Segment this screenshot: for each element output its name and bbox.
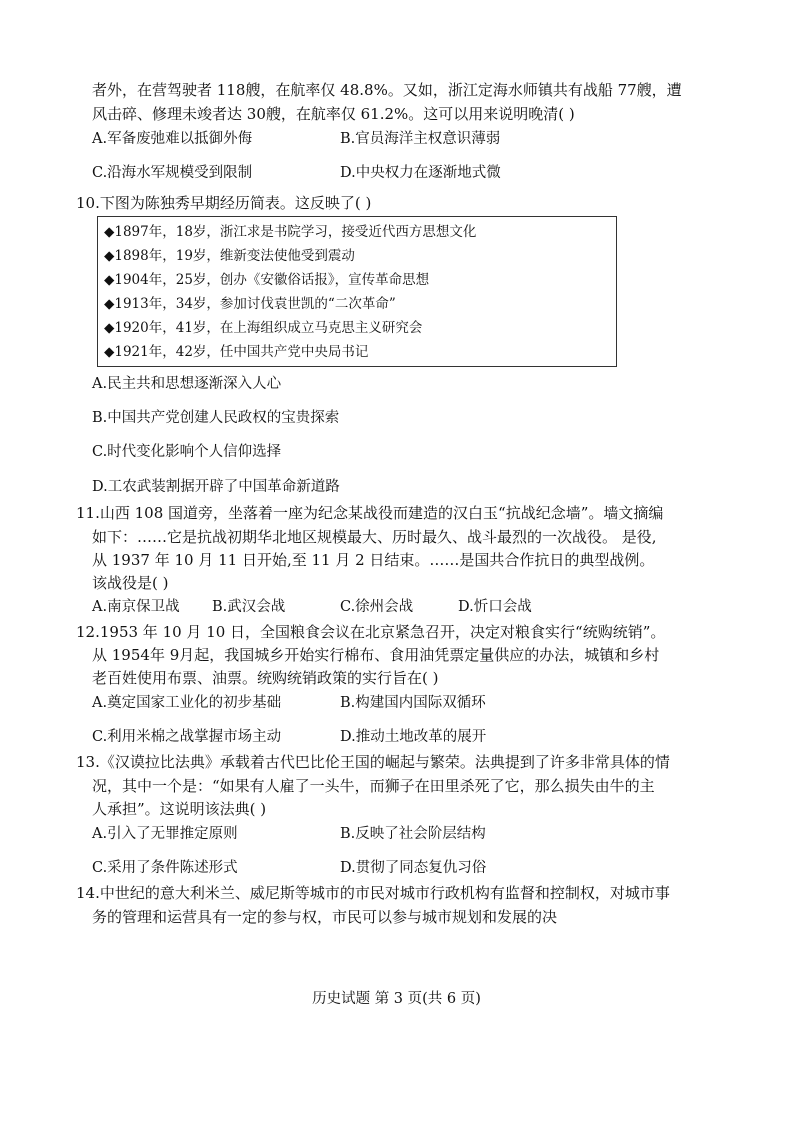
q10-timeline-box [97, 216, 617, 367]
q10-option-a: A.民主共和思想逐渐深入人心 [92, 376, 282, 392]
q10-option-c: C.时代变化影响个人信仰选择 [92, 444, 282, 460]
q11-stem-line2: 如下：……它是抗战初期华北地区规模最大、历时最久、战斗最烈的一次战役。 是役, [92, 528, 657, 546]
q11-option-d: D.忻口会战 [458, 599, 532, 615]
q12-option-d: D.推动土地改革的展开 [340, 729, 487, 745]
page-footer: 历史试题 第 3 页(共 6 页) [312, 991, 481, 1007]
q12-stem-line3: 老百姓使用布票、油票。统购统销政策的实行旨在( ) [92, 669, 439, 687]
q11-option-a: A.南京保卫战 [92, 599, 180, 615]
q10-option-b: B.中国共产党创建人民政权的宝贵探索 [92, 410, 340, 426]
q12-stem-line1: 12.1953 年 10 月 10 日，全国粮食会议在北京紧急召开，决定对粮食实行“统购统销”。 [76, 623, 666, 641]
q9-option-a: A.军备废弛难以抵御外侮 [92, 131, 253, 147]
q14-stem-line1: 14.中世纪的意大利米兰、威尼斯等城市的市民对城市行政机构有监督和控制权，对城市事 [76, 884, 670, 902]
q9-stem-line2: 风击碎、修理未竣者达 30艘，在航率仅 61.2%。这可以用来说明晚清( ) [92, 105, 575, 123]
timeline-item: ◆1904年，25岁，创办《安徽俗话报》，宣传革命思想 [104, 272, 430, 288]
timeline-item: ◆1921年，42岁，任中国共产党中央局书记 [104, 344, 369, 360]
q12-option-a: A.奠定国家工业化的初步基础 [92, 695, 282, 711]
timeline-item: ◆1913年，34岁，参加讨伐袁世凯的“二次革命” [104, 296, 396, 312]
q10-stem: 10.下图为陈独秀早期经历简表。这反映了( ) [76, 194, 372, 212]
q10-option-d: D.工农武装割据开辟了中国革命新道路 [92, 479, 340, 495]
q11-stem-line4: 该战役是( ) [92, 574, 169, 592]
q13-option-a: A.引入了无罪推定原则 [92, 826, 238, 842]
q12-option-c: C.利用米棉之战掌握市场主动 [92, 729, 282, 745]
q12-stem-line2: 从 1954年 9月起，我国城乡开始实行棉布、食用油凭票定量供应的办法，城镇和乡村 [92, 646, 660, 664]
q11-option-b: B.武汉会战 [212, 599, 286, 615]
q11-stem-line3: 从 1937 年 10 月 11 日开始,至 11 月 2 日结束。……是国共合作抗日的典型战例。 [92, 551, 655, 569]
q11-option-c: C.徐州会战 [340, 599, 414, 615]
timeline-item: ◆1897年，18岁，浙江求是书院学习，接受近代西方思想文化 [104, 224, 477, 240]
q12-option-b: B.构建国内国际双循环 [340, 695, 486, 711]
q9-option-b: B.官员海洋主权意识薄弱 [340, 131, 501, 147]
q13-option-c: C.采用了条件陈述形式 [92, 860, 238, 876]
q13-stem-line3: 人承担”。这说明该法典( ) [92, 800, 267, 818]
timeline-item: ◆1920年，41岁，在上海组织成立马克思主义研究会 [104, 320, 423, 336]
q9-option-d: D.中央权力在逐渐地式微 [340, 165, 501, 181]
q9-stem-line1: 者外，在营驾驶者 118艘，在航率仅 48.8%。又如，浙江定海水师镇共有战船 77艘，遭 [92, 81, 682, 99]
q13-option-b: B.反映了社会阶层结构 [340, 826, 486, 842]
q11-stem-line1: 11.山西 108 国道旁，坐落着一座为纪念某战役而建造的汉白玉“抗战纪念墙”。墙文摘编 [76, 504, 664, 522]
q9-option-c: C.沿海水军规模受到限制 [92, 165, 253, 181]
q13-stem-line1: 13.《汉谟拉比法典》承载着古代巴比伦王国的崛起与繁荣。法典提到了许多非常具体的情 [76, 753, 670, 771]
q14-stem-line2: 务的管理和运营具有一定的参与权，市民可以参与城市规划和发展的决 [92, 908, 558, 926]
q13-stem-line2: 况，其中一个是：“如果有人雇了一头牛，而狮子在田里杀死了它，那么损失由牛的主 [92, 777, 655, 795]
timeline-item: ◆1898年，19岁，维新变法使他受到震动 [104, 248, 355, 264]
q13-option-d: D.贯彻了同态复仇习俗 [340, 860, 487, 876]
